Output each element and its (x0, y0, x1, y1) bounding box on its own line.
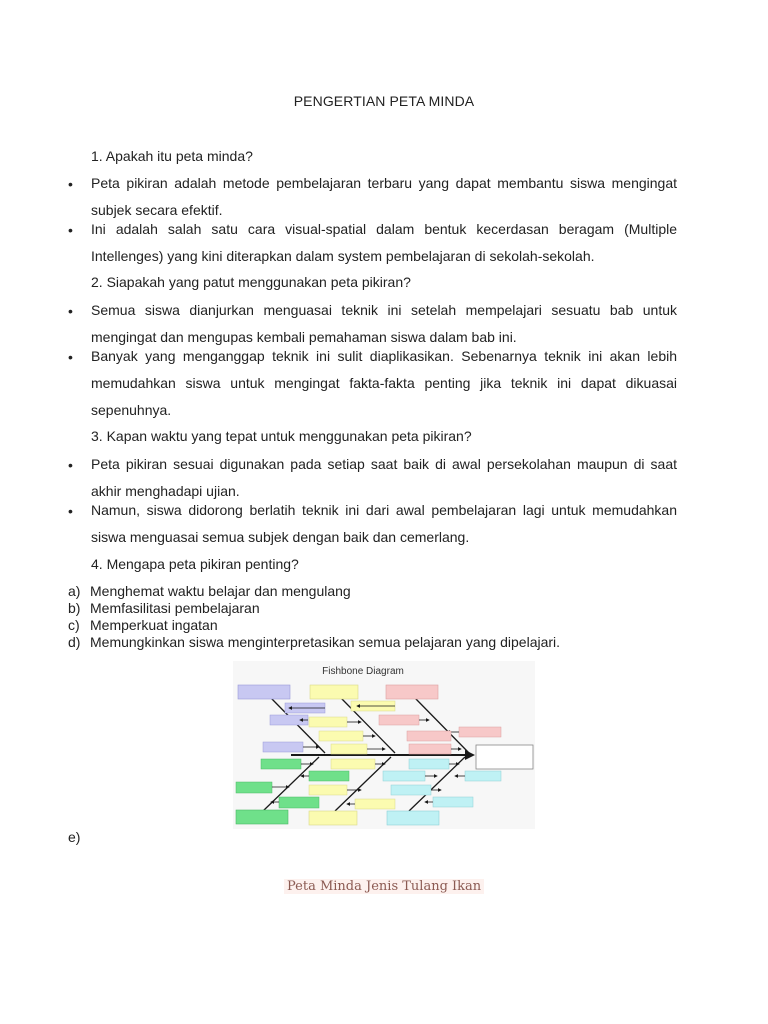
list-item (68, 583, 351, 600)
fishbone-diagram (233, 661, 535, 829)
bullet-icon: • (68, 503, 73, 519)
fishbone-box (310, 685, 358, 699)
fishbone-box (387, 811, 439, 825)
fishbone-box (391, 785, 431, 795)
fishbone-head-box (476, 745, 533, 769)
bullet-icon: • (68, 222, 73, 238)
list-text: Memungkinkan siswa menginterpretasikan semua pelajaran yang dipelajari. (90, 634, 561, 650)
fishbone-box (331, 759, 375, 769)
bullet-icon: • (68, 303, 73, 319)
list-letter: d) (68, 634, 81, 650)
fishbone-box (459, 727, 501, 737)
question-3: 3. Kapan waktu yang tepat untuk menggunakan peta pikiran? (91, 428, 472, 444)
answer-1a: Peta pikiran adalah metode pembelajaran terbaru yang dapat membantu siswa mengingat subjek secara efektif. (91, 175, 677, 218)
list-letter-e: e) (68, 829, 81, 845)
list-letter: b) (68, 600, 81, 616)
fishbone-box (279, 797, 319, 808)
fishbone-box (261, 759, 301, 769)
fishbone-box (238, 685, 290, 699)
fishbone-box (263, 742, 303, 752)
question-4: 4. Mengapa peta pikiran penting? (91, 556, 299, 572)
list-text: Memperkuat ingatan (90, 617, 218, 633)
answer-2a: Semua siswa dianjurkan menguasai teknik ini setelah mempelajari sesuatu bab untuk mengingat dan mengupas kembali pemahaman siswa dalam bab ini. (91, 302, 677, 345)
list-letter: c) (68, 617, 80, 633)
answer-3a: Peta pikiran sesuai digunakan pada setiap saat baik di awal persekolahan maupun di saat akhir menghadapi ujian. (91, 456, 677, 499)
fishbone-box (236, 782, 272, 793)
fishbone-box (433, 797, 473, 807)
figure-caption: Peta Minda Jenis Tulang Ikan (284, 879, 484, 894)
fishbone-box (379, 715, 419, 725)
fishbone-box (465, 771, 501, 781)
list-item (68, 617, 218, 634)
bullet-icon: • (68, 349, 73, 365)
bullet-icon: • (68, 457, 73, 473)
list-text: Memfasilitasi pembelajaran (90, 600, 260, 616)
list-letter: a) (68, 583, 81, 599)
fishbone-box (409, 759, 449, 769)
fishbone-box (331, 744, 367, 754)
list-text: Menghemat waktu belajar dan mengulang (90, 583, 351, 599)
page-title: PENGERTIAN PETA MINDA (293, 93, 475, 109)
answer-2b: Banyak yang menganggap teknik ini sulit diaplikasikan. Sebenarnya teknik ini akan lebih memudahkan siswa untuk mengingat fakta-fakta penting jika teknik ini dapat dikuasai sepenuhnya. (91, 348, 677, 418)
answer-1b: Ini adalah salah satu cara visual-spatial dalam bentuk kecerdasan beragam (Multiple Intellenges) yang kini diterapkan dalam system pembelajaran di sekolah-sekolah. (91, 221, 677, 264)
fishbone-box (407, 731, 451, 741)
answer-3b: Namun, siswa didorong berlatih teknik ini dari awal pembelajaran lagi untuk memudahkan siswa menguasai semua subjek dengan baik dan cemerlang. (91, 502, 677, 545)
bullet-icon: • (68, 176, 73, 192)
fishbone-box (383, 771, 425, 781)
fishbone-box (309, 785, 347, 795)
fishbone-box (309, 811, 357, 825)
fishbone-box (409, 744, 451, 754)
fishbone-diagram-image (233, 661, 535, 829)
question-2: 2. Siapakah yang patut menggunakan peta pikiran? (91, 274, 411, 290)
fishbone-box (309, 717, 347, 727)
fishbone-title: Fishbone Diagram (322, 666, 404, 677)
fishbone-box (319, 731, 363, 741)
fishbone-box (309, 771, 349, 781)
fishbone-box (386, 685, 438, 699)
question-1: 1. Apakah itu peta minda? (91, 148, 253, 164)
list-item (68, 600, 260, 617)
fishbone-box (236, 810, 288, 824)
fishbone-box (355, 799, 395, 809)
list-item (68, 634, 560, 651)
